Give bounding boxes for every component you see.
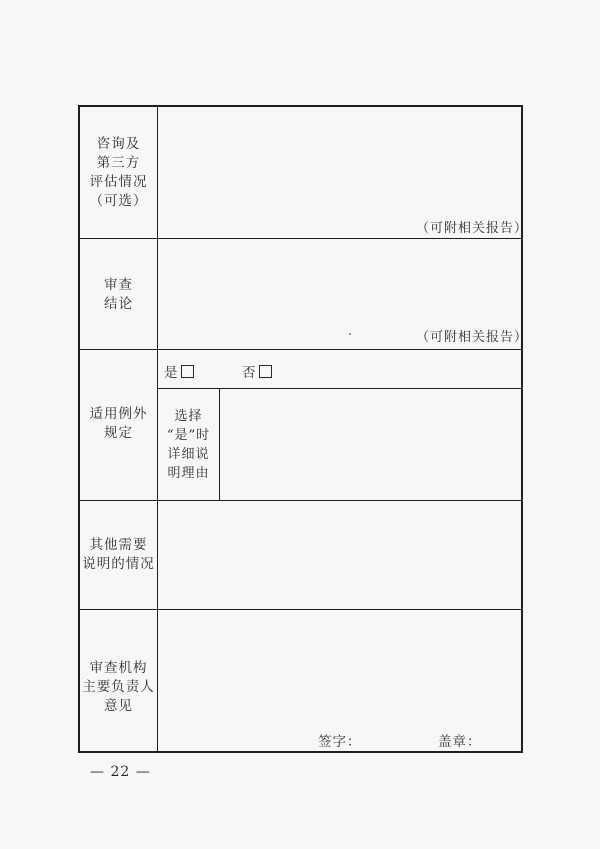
conclusion-label: 审查 结论 — [104, 277, 133, 312]
head-opinion-label: 审查机构 主要负责人 意见 — [82, 660, 155, 714]
row-divider-1 — [79, 238, 522, 239]
scan-speck — [349, 333, 351, 335]
signature-label: 签字： — [318, 734, 362, 750]
other-content-area[interactable] — [159, 502, 521, 608]
yes-label: 是 — [164, 365, 178, 381]
consult-label: 咨询及 第三方 评估情况 （可选） — [89, 136, 148, 209]
other-label: 其他需要 说明的情况 — [82, 537, 155, 572]
exception-label: 适用例外 规定 — [89, 406, 148, 441]
exception-subcol-divider — [219, 388, 220, 500]
no-label: 否 — [242, 365, 256, 381]
exception-detail-label: 选择 “是”时 详细说 明理由 — [166, 409, 211, 481]
yes-option[interactable] — [164, 361, 194, 381]
conclusion-attach-note: （可附相关报告） — [416, 330, 529, 345]
row-divider-4 — [79, 609, 522, 610]
exception-subrow-divider — [157, 388, 522, 389]
row-divider-3 — [79, 500, 522, 501]
yes-checkbox[interactable] — [181, 365, 194, 378]
exception-reason-area[interactable] — [221, 390, 521, 499]
no-option[interactable] — [242, 361, 272, 381]
row-divider-2 — [79, 349, 522, 350]
seal-label: 盖章： — [438, 734, 482, 750]
consult-attach-note: （可附相关报告） — [416, 221, 529, 236]
page-number: — 22 — — [90, 764, 151, 780]
no-checkbox[interactable] — [259, 365, 272, 378]
